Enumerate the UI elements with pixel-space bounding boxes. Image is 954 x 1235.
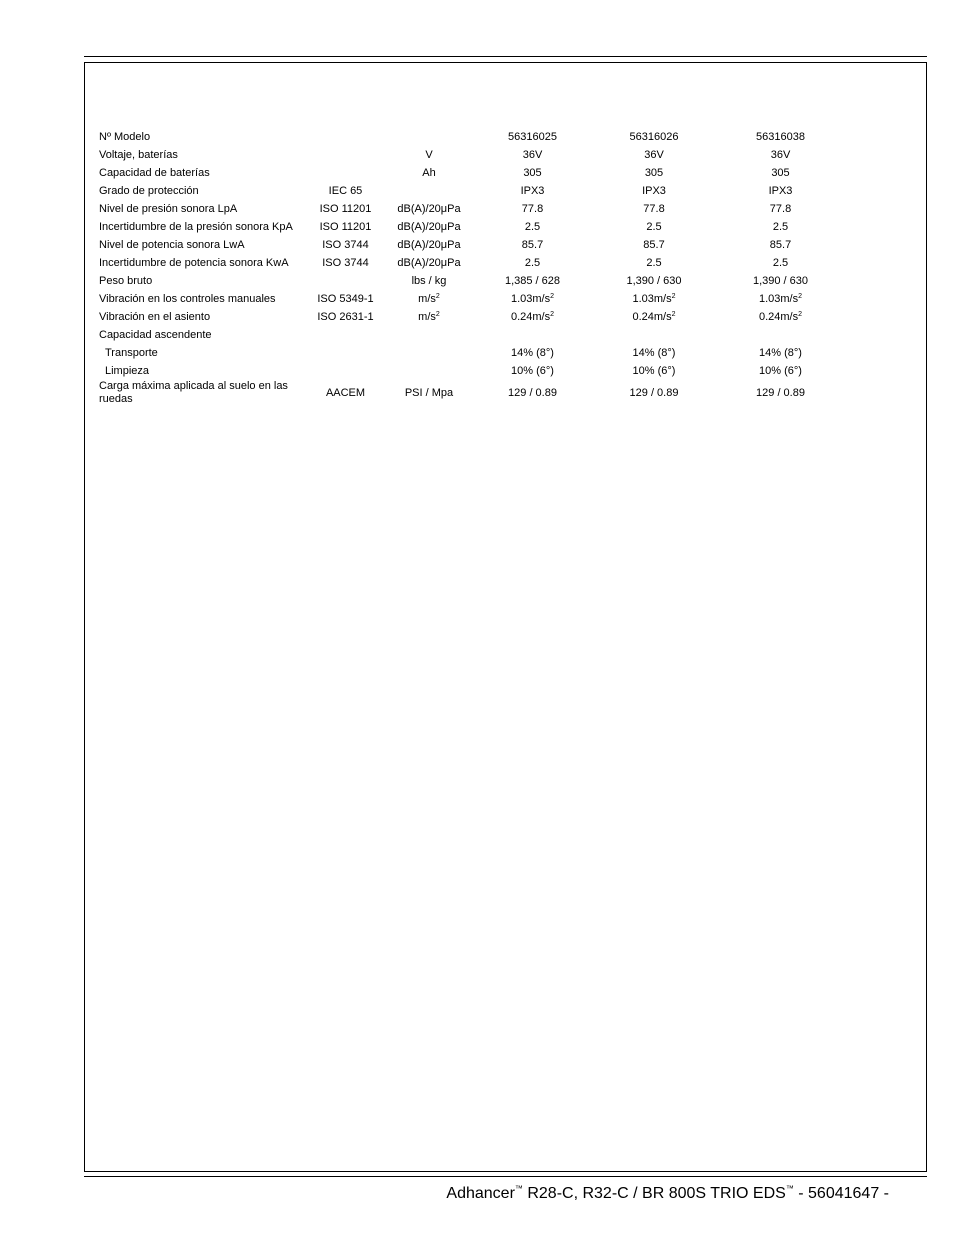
row-standard: ISO 3744 [322, 238, 369, 251]
table-row [97, 344, 843, 362]
model-2-value: $1.03m/s^2$ [632, 292, 676, 305]
row-label: Carga máxima aplicada al suelo en las ruedas [99, 380, 288, 405]
table-row [97, 308, 843, 326]
model-2-value: 56316026 [629, 130, 679, 143]
row-label: Nº Modelo [99, 130, 151, 143]
row-standard [308, 362, 383, 380]
table-row [97, 236, 843, 254]
table-row [97, 200, 843, 218]
row-standard [308, 146, 383, 164]
row-unit [383, 344, 475, 362]
model-1-value: $0.24m/s^2$ [510, 310, 555, 323]
model-2-value: 10% (6°) [632, 364, 676, 377]
row-label: Peso bruto [99, 274, 153, 287]
row-unit: dB(A)/20μPa [397, 202, 461, 215]
row-standard: AACEM [325, 386, 366, 399]
trademark-mark: ™ [514, 1184, 523, 1193]
row-standard: ISO 2631-1 [317, 310, 374, 323]
model-1-value: 129 / 0.89 [508, 386, 557, 399]
model-3-value: 36V [770, 148, 791, 161]
row-label: Incertidumbre de potencia sonora KwA [99, 256, 289, 269]
table-row [97, 362, 843, 380]
model-1-value: 14% (8°) [511, 346, 554, 359]
row-label: Vibración en el asiento [99, 310, 211, 323]
model-3-value: 77.8 [769, 202, 792, 215]
trademark-mark: ™ [785, 1184, 794, 1193]
row-unit: $m/s^2$ [418, 310, 440, 323]
row-label: Nivel de presión sonora LpA [99, 202, 238, 215]
model-3-value: 1,390 / 630 [752, 274, 809, 287]
row-unit: dB(A)/20μPa [397, 220, 461, 233]
model-2-value: 14% (8°) [632, 346, 676, 359]
model-2-value [590, 326, 718, 344]
row-unit: PSI / Mpa [404, 386, 454, 399]
row-standard [308, 272, 383, 290]
model-3-value: 85.7 [769, 238, 792, 251]
row-label: Incertidumbre de la presión sonora KpA [99, 220, 293, 233]
row-label: Voltaje, baterías [99, 148, 178, 161]
model-2-value: 85.7 [643, 238, 665, 251]
model-2-value: IPX3 [642, 184, 666, 197]
model-1-value: 305 [523, 166, 542, 179]
model-1-value: 10% (6°) [511, 364, 554, 377]
model-3-value: 2.5 [772, 220, 789, 233]
model-1-value: 2.5 [524, 220, 541, 233]
model-3-value: 56316038 [756, 130, 805, 143]
footer-doc-number: - 56041647 - [793, 1185, 889, 1202]
row-standard: ISO 11201 [319, 220, 372, 233]
row-unit: lbs / kg [411, 274, 447, 287]
page-footer [446, 1185, 889, 1203]
row-standard [308, 164, 383, 182]
model-2-value: 305 [644, 166, 664, 179]
model-1-value: $1.03m/s^2$ [510, 292, 555, 305]
footer-brand: Adhancer [446, 1185, 515, 1202]
row-label: Capacidad de baterías [99, 166, 210, 179]
row-standard [308, 344, 383, 362]
row-label: Limpieza [105, 364, 150, 377]
row-unit [383, 182, 475, 200]
row-label: Capacidad ascendente [99, 328, 212, 341]
row-standard [308, 326, 383, 344]
model-1-value: 36V [522, 148, 543, 161]
top-rule [84, 56, 927, 57]
row-label: Transporte [105, 346, 158, 359]
table-row [97, 146, 843, 164]
row-unit: $m/s^2$ [418, 292, 440, 305]
model-2-value: 77.8 [643, 202, 665, 215]
spec-table [97, 128, 843, 406]
row-standard: IEC 65 [328, 184, 363, 197]
model-1-value: 85.7 [521, 238, 544, 251]
table-row [97, 218, 843, 236]
row-standard: ISO 11201 [319, 202, 372, 215]
table-row [97, 380, 843, 406]
table-row [97, 128, 843, 146]
row-unit: dB(A)/20μPa [397, 238, 461, 251]
table-row [97, 182, 843, 200]
row-unit: V [425, 148, 433, 161]
model-1-value [475, 326, 590, 344]
bottom-rule [84, 1176, 927, 1177]
row-standard: ISO 5349-1 [317, 292, 374, 305]
model-3-value [718, 326, 843, 344]
model-2-value: 2.5 [646, 256, 662, 269]
model-2-value: 2.5 [646, 220, 662, 233]
table-row [97, 326, 843, 344]
row-unit [383, 128, 475, 146]
row-label: Grado de protección [99, 184, 199, 197]
table-row [97, 254, 843, 272]
table-row [97, 290, 843, 308]
model-3-value: $1.03m/s^2$ [758, 292, 803, 305]
row-unit [383, 362, 475, 380]
table-row [97, 164, 843, 182]
model-2-value: 1,390 / 630 [626, 274, 682, 287]
row-unit [383, 326, 475, 344]
footer-models: R28-C, R32-C / BR 800S TRIO EDS [522, 1185, 786, 1202]
model-2-value: 36V [644, 148, 664, 161]
model-3-value: IPX3 [768, 184, 793, 197]
model-1-value: 77.8 [521, 202, 544, 215]
model-1-value: 56316025 [508, 130, 557, 143]
row-standard [308, 128, 383, 146]
row-unit: dB(A)/20μPa [397, 256, 461, 269]
model-3-value: 14% (8°) [759, 346, 802, 359]
model-3-value: 129 / 0.89 [756, 386, 805, 399]
model-2-value: 129 / 0.89 [629, 386, 679, 399]
row-unit: Ah [422, 166, 436, 179]
model-3-value: 10% (6°) [759, 364, 802, 377]
row-label: Vibración en los controles manuales [99, 292, 276, 305]
row-label: Nivel de potencia sonora LwA [99, 238, 245, 251]
model-3-value: 305 [771, 166, 790, 179]
model-1-value: 1,385 / 628 [504, 274, 561, 287]
model-2-value: $0.24m/s^2$ [632, 310, 676, 323]
row-standard: ISO 3744 [322, 256, 369, 269]
model-3-value: 2.5 [772, 256, 789, 269]
table-row [97, 272, 843, 290]
model-1-value: IPX3 [520, 184, 545, 197]
model-3-value: $0.24m/s^2$ [758, 310, 803, 323]
model-1-value: 2.5 [524, 256, 541, 269]
